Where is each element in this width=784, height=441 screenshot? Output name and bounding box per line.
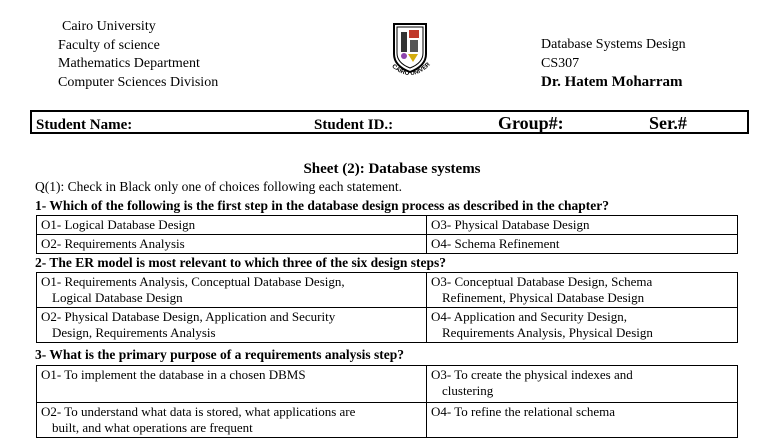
q1-option-2[interactable]: O2- Requirements Analysis: [37, 235, 427, 254]
question-1: 1- Which of the following is the first step in the database design process as described in the chapter?: [35, 198, 610, 213]
question-3: 3- What is the primary purpose of a requirements analysis step?: [35, 347, 405, 362]
student-id-label: Student ID.:: [314, 117, 394, 133]
q1-option-3[interactable]: O3- Physical Database Design: [427, 216, 738, 235]
course-block: [541, 36, 686, 92]
q1-option-1[interactable]: O1- Logical Database Design: [37, 216, 427, 235]
q3-option-4[interactable]: O4- To refine the relational schema: [427, 403, 738, 438]
q2-option-2[interactable]: O2- Physical Database Design, Application and Security Design, Requirements Analysis: [37, 308, 427, 343]
instructor-name: Dr. Hatem Moharram: [541, 74, 683, 90]
q2-option-1[interactable]: O1- Requirements Analysis, Conceptual Database Design, Logical Database Design: [37, 273, 427, 308]
cairo-university-logo: [384, 20, 436, 82]
student-info-box: [30, 110, 749, 134]
student-name-label: Student Name:: [36, 117, 133, 133]
group-label: Group#:: [498, 113, 564, 133]
question-1-options: [36, 215, 738, 254]
q1-option-4[interactable]: O4- Schema Refinement: [427, 235, 738, 254]
q3-option-2[interactable]: O2- To understand what data is stored, what applications are built, and what operations are frequent: [37, 403, 427, 438]
division-name: Computer Sciences Division: [58, 74, 219, 90]
q2-option-4[interactable]: O4- Application and Security Design, Requirements Analysis, Physical Design: [427, 308, 738, 343]
question-3-options: [36, 365, 738, 438]
instructions: Q(1): Check in Black only one of choices following each statement.: [35, 179, 403, 194]
q3-option-1[interactable]: O1- To implement the database in a chosen DBMS: [37, 366, 427, 403]
course-title: Database Systems Design: [541, 37, 686, 52]
q3-option-3[interactable]: O3- To create the physical indexes and clustering: [427, 366, 738, 403]
faculty-name: Faculty of science: [58, 37, 160, 53]
question-2: 2- The ER model is most relevant to which three of the six design steps?: [35, 255, 446, 270]
logo-text: CAIRO UNIVER: [390, 61, 432, 78]
institution-block: [58, 18, 218, 92]
department-name: Mathematics Department: [58, 56, 200, 71]
question-2-options: [36, 272, 738, 343]
sheet-title: Sheet (2): Database systems: [303, 161, 481, 177]
university-name: Cairo University: [62, 19, 156, 34]
course-code: CS307: [541, 55, 580, 71]
q2-option-3[interactable]: O3- Conceptual Database Design, Schema Refinement, Physical Database Design: [427, 273, 738, 308]
serial-label: Ser.#: [649, 113, 687, 133]
